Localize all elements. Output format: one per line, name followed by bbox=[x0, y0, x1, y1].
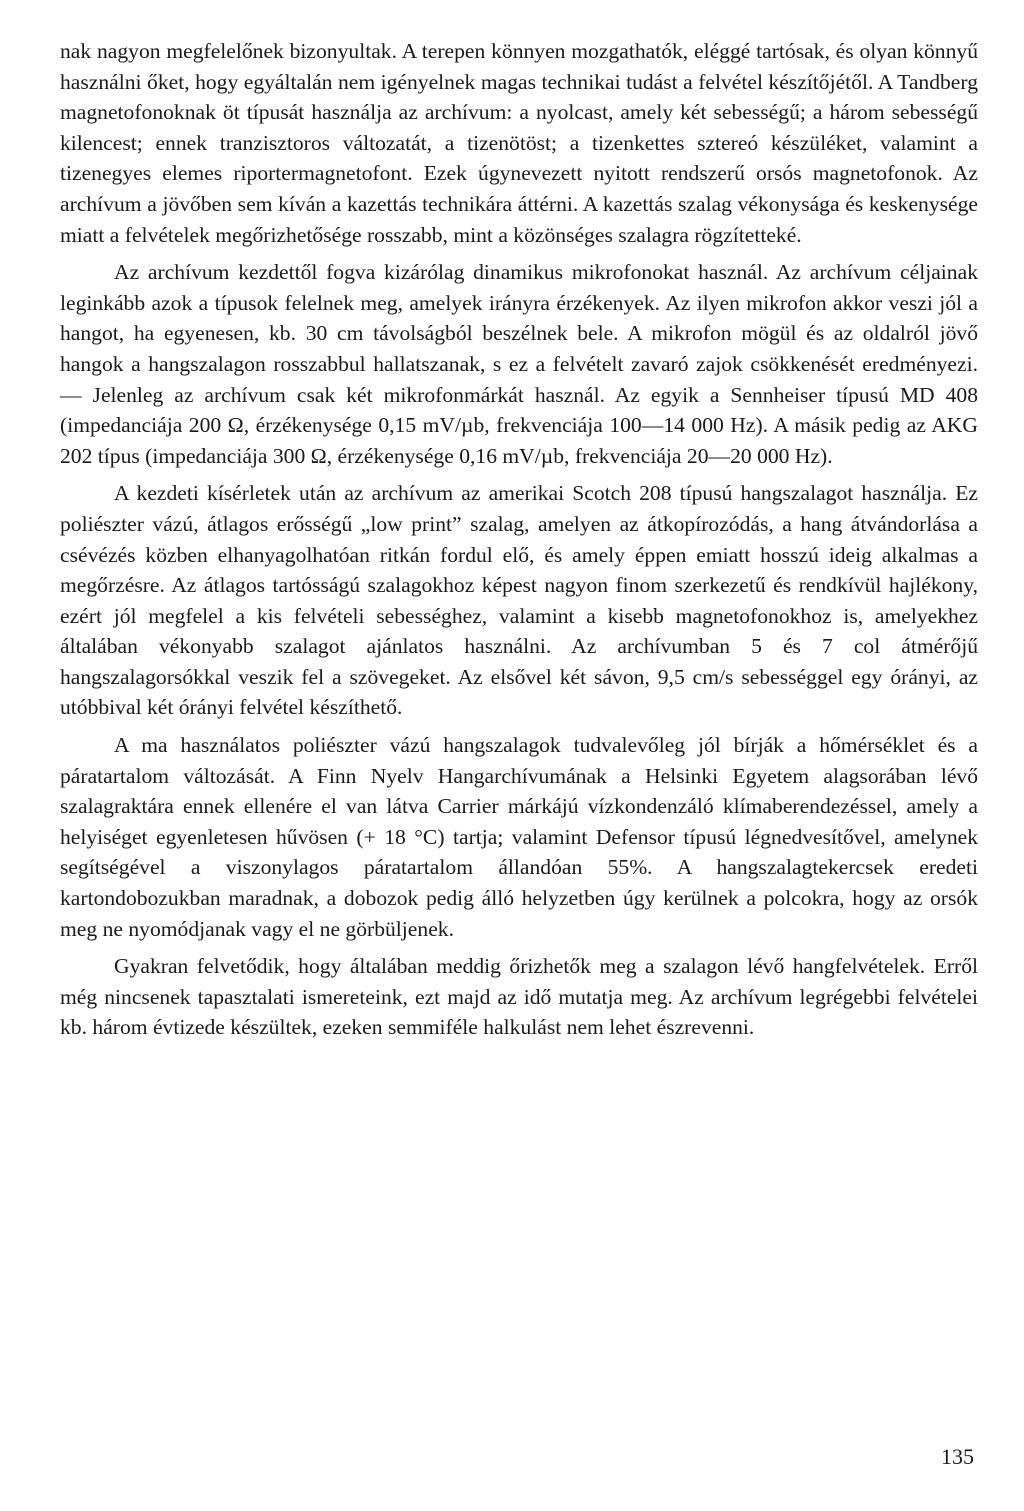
paragraph-2: Az archívum kezdettől fogva kizárólag dinamikus mikrofonokat használ. Az archívum céljainak leginkább azok a típusok felelnek meg, amelyek irányra érzékenyek. Az ilyen mikrofon akkor veszi jól a hangot, ha egyenesen, kb. 30 cm távolságból beszélnek bele. A mikrofon mögül és az oldalról jövő hangok a hangszalagon rosszabbul hallatszanak, s ez a felvételt zavaró zajok csökkenését eredményezi. — Jelenleg az archívum csak két mikrofonmárkát használ. Az egyik a Sennheiser típusú MD 408 (impedanciája 200 Ω, érzékenysége 0,15 mV/µb, frekvenciája 100—14 000 Hz). A másik pedig az AKG 202 típus (impedanciája 300 Ω, érzékenysége 0,16 mV/µb, frekvenciája 20—20 000 Hz). bbox=[60, 260, 978, 468]
paragraph-1: nak nagyon megfelelőnek bizonyultak. A terepen könnyen mozgathatók, eléggé tartósak, és olyan könnyű használni őket, hogy egyáltalán nem igényelnek magas technikai tudást a felvétel készítőjétől. A Tandberg magnetofonoknak öt típusát használja az archívum: a nyolcast, amely két sebességű; a három sebességű kilencest; ennek tranzisztoros változatát, a tizenötöst; a tizenkettes sztereó készüléket, valamint a tizenegyes elemes riportermagnetofont. Ezek úgynevezett nyitott rendszerű orsós magnetofonok. Az archívum a jövőben sem kíván a kazettás technikára áttérni. A kazettás szalag vékonysága és keskenysége miatt a felvételek megőrizhetősége rosszabb, mint a közönséges szalagra rögzítetteké. bbox=[60, 39, 978, 247]
paragraph-5: Gyakran felvetődik, hogy általában meddig őrizhetők meg a szalagon lévő hangfelvételek. Erről még nincsenek tapasztalati ismereteink, ezt majd az idő mutatja meg. Az archívum legrégebbi felvételei kb. három évtizede készültek, ezeken semmiféle halkulást nem lehet észrevenni. bbox=[60, 954, 978, 1040]
page-number: 135 bbox=[941, 1444, 974, 1469]
paragraph-3: A kezdeti kísérletek után az archívum az amerikai Scotch 208 típusú hangszalagot használja. Ez poliészter vázú, átlagos erősségű „low print” szalag, amelyen az átkopírozódás, a hang átvándorlása a csévézés közben elhanyagolhatóan ritkán fordul elő, és amely éppen emiatt hosszú ideig alkalmas a megőrzésre. Az átlagos tartósságú szalagokhoz képest nagyon finom szerkezetű és rendkívül hajlékony, ezért jól megfelel a kis felvételi sebességhez, valamint a kisebb magnetofonokhoz is, amelyekhez általában vékonyabb szalagot ajánlatos használni. Az archívumban 5 és 7 col átmérőjű hangszalagorsókkal veszik fel a szövegeket. Az elsővel két sávon, 9,5 cm/s sebességgel egy órányi, az utóbbival két órányi felvétel készíthető. bbox=[60, 481, 978, 720]
paragraph-4: A ma használatos poliészter vázú hangszalagok tudvalevőleg jól bírják a hőmérséklet és a páratartalom változását. A Finn Nyelv Hangarchívumának a Helsinki Egyetem alagsorában lévő szalagraktára ennek ellenére el van látva Carrier márkájú vízkondenzáló klímaberendezéssel, amely a helyiséget egyenletesen hűvösen (+ 18 °C) tartja; valamint Defensor típusú légnedvesítővel, amelynek segítségével a viszonylagos páratartalom állandóan 55%. A hangszalagtekercsek eredeti kartondobozukban maradnak, a dobozok pedig álló helyzetben úgy kerülnek a polcokra, hogy az orsók meg ne nyomódjanak vagy el ne görbüljenek. bbox=[60, 733, 978, 941]
body-text bbox=[60, 36, 978, 1050]
